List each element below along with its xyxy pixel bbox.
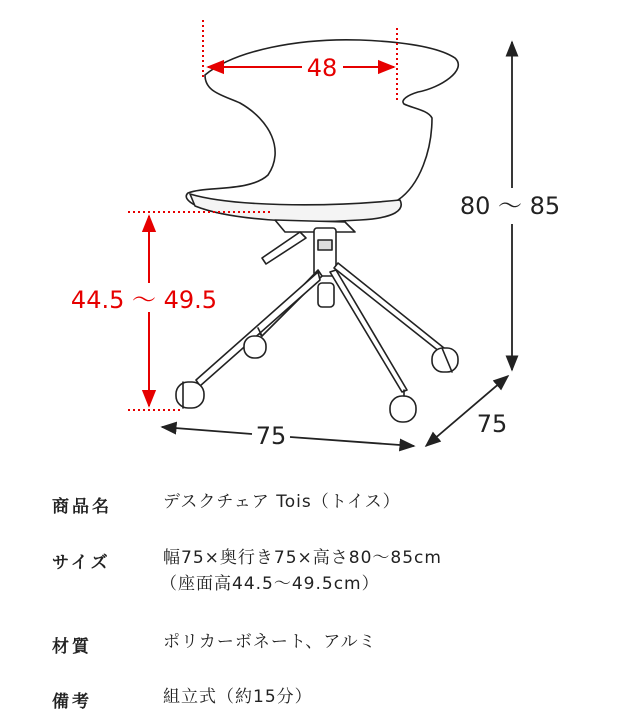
width-label: 75 xyxy=(255,422,287,450)
spec-value: 組立式（約15分） xyxy=(163,687,313,707)
chair-illustration xyxy=(176,40,458,422)
spec-label: 備考 xyxy=(52,692,92,712)
spec-value: ポリカーボネート、アルミ xyxy=(163,632,377,652)
caster-front-right xyxy=(390,390,416,422)
caster-front-left xyxy=(176,382,204,408)
height-lever xyxy=(262,232,306,264)
height-label: 80 ～ 85 xyxy=(459,192,561,220)
depth-label: 75 xyxy=(476,410,508,438)
width-dimension xyxy=(162,422,414,450)
center-foot xyxy=(318,283,334,307)
caster-back-right xyxy=(432,348,458,372)
spec-label: サイズ xyxy=(52,553,111,573)
spec-label: 材質 xyxy=(52,637,92,657)
spec-value-line2: （座面高44.5～49.5cm） xyxy=(160,574,380,594)
seat-width-label: 48 xyxy=(306,54,338,82)
depth-dimension xyxy=(426,376,508,446)
spec-value: デスクチェア Tois（トイス） xyxy=(163,492,401,512)
seat-height-dimension xyxy=(71,212,270,410)
height-dimension xyxy=(460,42,562,370)
spec-label: 商品名 xyxy=(52,497,112,517)
seat-height-label: 44.5 ～ 49.5 xyxy=(70,286,218,314)
gas-cylinder xyxy=(314,228,336,276)
spec-value: 幅75×奥行き75×高さ80～85cm xyxy=(163,548,442,568)
